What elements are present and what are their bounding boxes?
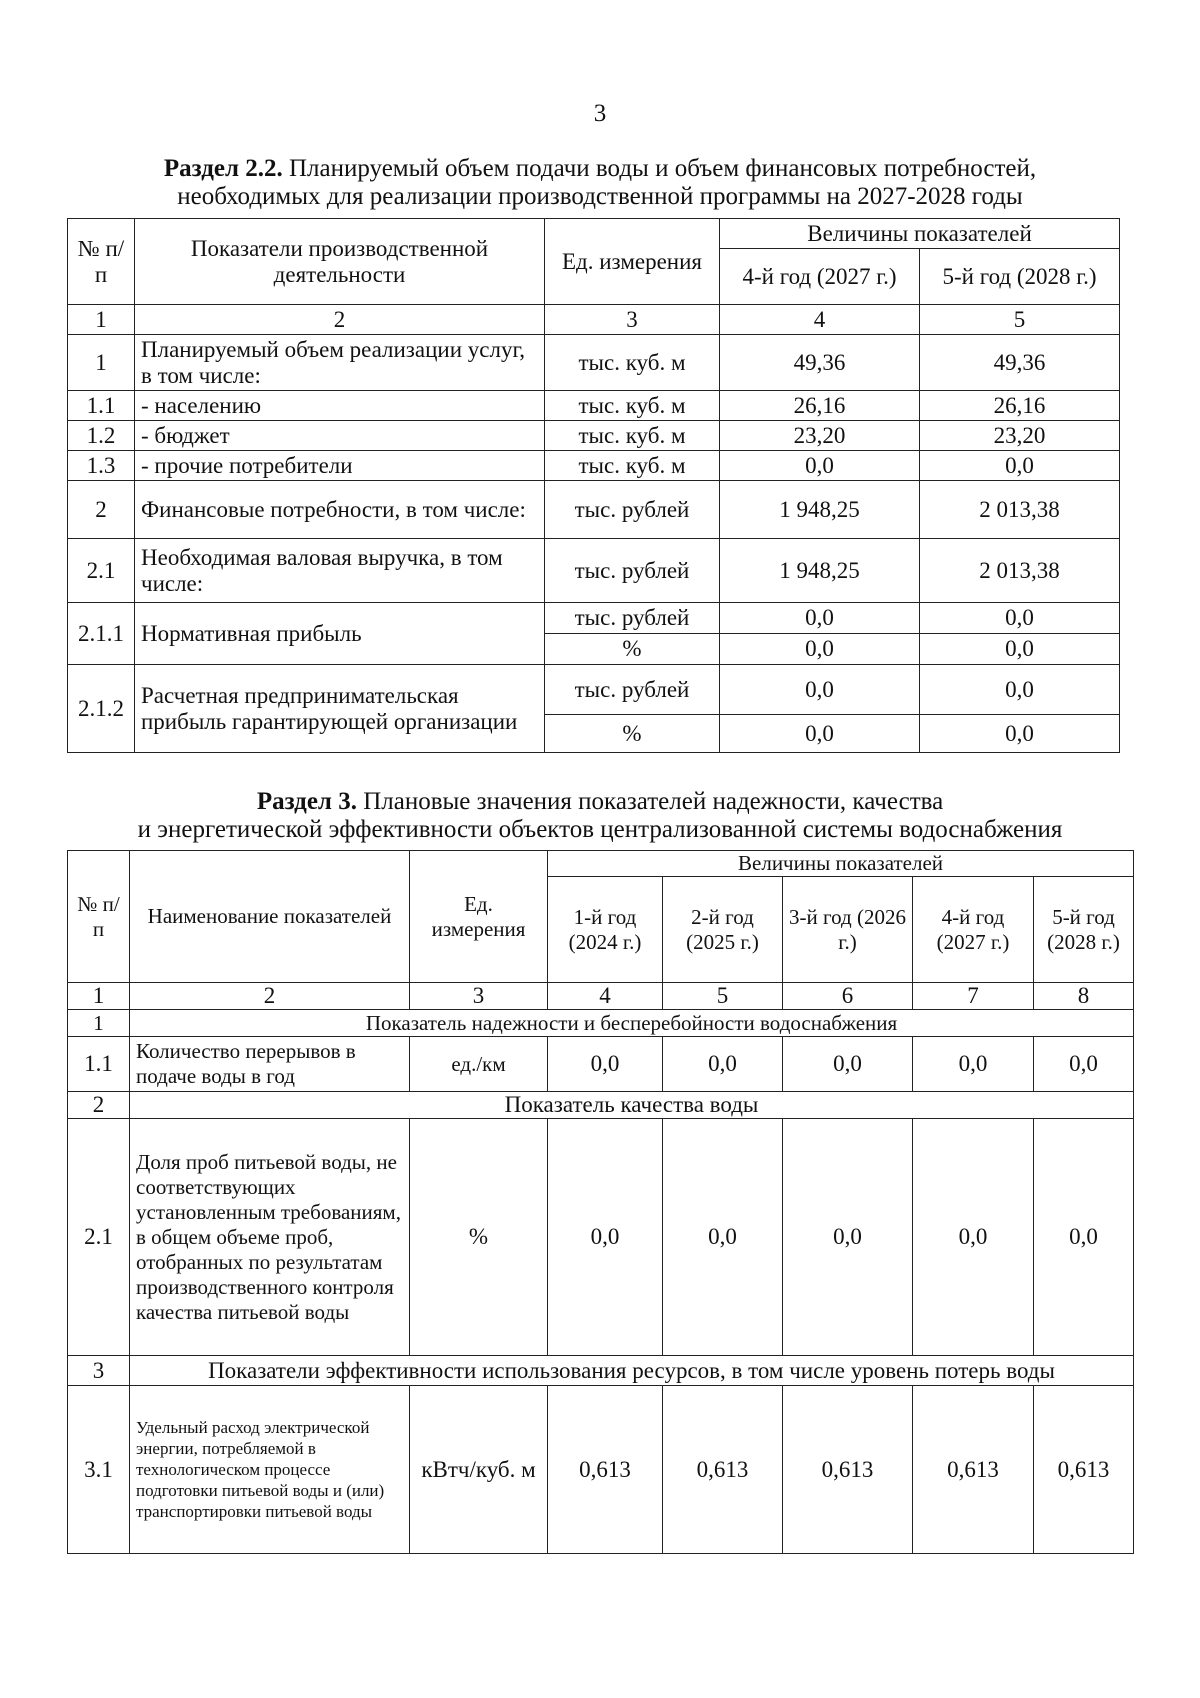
col-number: 6: [783, 983, 913, 1010]
table-row: [68, 451, 1120, 481]
col-number: 5: [663, 983, 783, 1010]
row-value-year5: 0,0: [920, 603, 1120, 634]
header-year5: 5-й год (2028 г.): [1034, 877, 1134, 983]
row-name: Нормативная прибыль: [135, 603, 545, 665]
section-3-title-line2: и энергетической эффективности объектов централизованной системы водоснабжения: [137, 816, 1063, 843]
table-row: [68, 1119, 1134, 1356]
row-name: Необходимая валовая выручка, в том числе:: [135, 539, 545, 603]
col-number: 2: [135, 305, 545, 335]
col-number: 3: [545, 305, 720, 335]
section-2-2-label: Раздел 2.2.: [163, 155, 283, 182]
row-unit: %: [545, 715, 720, 753]
section-3-title: [0, 788, 1200, 844]
row-value-year5: 2 013,38: [920, 481, 1120, 539]
row-value: 0,0: [663, 1119, 783, 1356]
table-row: [68, 1386, 1134, 1554]
col-number: 4: [720, 305, 920, 335]
header-values: Величины показателей: [720, 219, 1120, 249]
row-name: Расчетная предпринимательская прибыль гарантирующей организации: [135, 665, 545, 753]
table-row: [68, 539, 1120, 603]
row-value-year4: 26,16: [720, 391, 920, 421]
row-value-year5: 23,20: [920, 421, 1120, 451]
row-num: 2.1: [68, 1119, 130, 1356]
header-year4: 4-й год (2027 г.): [720, 249, 920, 305]
row-unit: тыс. куб. м: [545, 335, 720, 391]
header-indicator: Показатели производственной деятельности: [135, 219, 545, 305]
group-row: [68, 1010, 1134, 1037]
header-year3: 3-й год (2026 г.): [783, 877, 913, 983]
row-num: 1.1: [68, 1037, 130, 1092]
header-year1: 1-й год (2024 г.): [548, 877, 663, 983]
group-title: Показатель надежности и бесперебойности водоснабжения: [130, 1010, 1134, 1037]
table-row: [68, 665, 1120, 715]
row-num: 1.1: [68, 391, 135, 421]
row-value: 0,0: [913, 1037, 1034, 1092]
row-num: 1: [68, 335, 135, 391]
table-row: [68, 391, 1120, 421]
col-number: 4: [548, 983, 663, 1010]
row-name: Удельный расход электрической энергии, потребляемой в технологическом процессе подготовки питьевой воды и (или) транспортировки питьевой воды: [130, 1386, 410, 1554]
row-num: 2: [68, 481, 135, 539]
row-value-year4: 1 948,25: [720, 481, 920, 539]
row-name: Доля проб питьевой воды, не соответствующих установленным требованиям, в общем объеме проб, отобранных по результатам производственного контроля качества питьевой воды: [130, 1119, 410, 1356]
page-number: 3: [593, 100, 607, 127]
row-unit: тыс. рублей: [545, 665, 720, 715]
group-num: 1: [68, 1010, 130, 1037]
row-value-year4: 49,36: [720, 335, 920, 391]
row-value-year5: 0,0: [920, 451, 1120, 481]
row-unit: %: [410, 1119, 548, 1356]
row-value-year5: 2 013,38: [920, 539, 1120, 603]
col-number: 5: [920, 305, 1120, 335]
reliability-indicators-table: [67, 850, 1134, 1554]
row-value-year5: 0,0: [920, 665, 1120, 715]
row-num: 1.2: [68, 421, 135, 451]
row-value-year5: 0,0: [920, 715, 1120, 753]
col-number: 3: [410, 983, 548, 1010]
header-name: Наименование показателей: [130, 851, 410, 983]
row-value: 0,0: [663, 1037, 783, 1092]
row-value-year4: 0,0: [720, 451, 920, 481]
group-title: Показатели эффективности использования ресурсов, в том числе уровень потерь воды: [130, 1356, 1134, 1386]
row-value: 0,613: [913, 1386, 1034, 1554]
production-program-table: [67, 218, 1120, 753]
row-value-year4: 0,0: [720, 715, 920, 753]
row-value: 0,613: [1034, 1386, 1134, 1554]
row-num: 1.3: [68, 451, 135, 481]
row-num: 2.1: [68, 539, 135, 603]
header-year2: 2-й год (2025 г.): [663, 877, 783, 983]
row-name: Финансовые потребности, в том числе:: [135, 481, 545, 539]
col-number: 7: [913, 983, 1034, 1010]
row-value: 0,613: [783, 1386, 913, 1554]
group-num: 3: [68, 1356, 130, 1386]
header-year5: 5-й год (2028 г.): [920, 249, 1120, 305]
row-unit: ед./км: [410, 1037, 548, 1092]
table-row: [68, 603, 1120, 634]
row-name: Планируемый объем реализации услуг, в том числе:: [135, 335, 545, 391]
row-value: 0,0: [913, 1119, 1034, 1356]
section-2-2-title: [0, 155, 1200, 211]
row-value: 0,0: [1034, 1119, 1134, 1356]
row-value-year4: 0,0: [720, 665, 920, 715]
group-row: [68, 1092, 1134, 1119]
row-unit: тыс. рублей: [545, 539, 720, 603]
row-value: 0,0: [1034, 1037, 1134, 1092]
row-unit: тыс. куб. м: [545, 421, 720, 451]
col-number: 1: [68, 983, 130, 1010]
row-unit: тыс. рублей: [545, 603, 720, 634]
header-num: № п/п: [68, 851, 130, 983]
row-unit: %: [545, 634, 720, 665]
row-value: 0,613: [663, 1386, 783, 1554]
row-value: 0,613: [548, 1386, 663, 1554]
section-2-2-title-line1: Планируемый объем подачи воды и объем финансовых потребностей,: [288, 155, 1037, 182]
row-value-year5: 0,0: [920, 634, 1120, 665]
header-unit: Ед. измерения: [410, 851, 548, 983]
row-value: 0,0: [783, 1119, 913, 1356]
row-name: - бюджет: [135, 421, 545, 451]
section-3-label: Раздел 3.: [256, 788, 357, 815]
col-number: 2: [130, 983, 410, 1010]
header-unit: Ед. измерения: [545, 219, 720, 305]
row-unit: тыс. куб. м: [545, 451, 720, 481]
row-name: - прочие потребители: [135, 451, 545, 481]
table-row: [68, 481, 1120, 539]
row-value-year4: 0,0: [720, 603, 920, 634]
row-name: Количество перерывов в подаче воды в год: [130, 1037, 410, 1092]
row-value-year5: 26,16: [920, 391, 1120, 421]
row-value: 0,0: [783, 1037, 913, 1092]
row-value-year5: 49,36: [920, 335, 1120, 391]
row-num: 2.1.1: [68, 603, 135, 665]
row-num: 3.1: [68, 1386, 130, 1554]
row-value: 0,0: [548, 1119, 663, 1356]
section-2-2-title-line2: необходимых для реализации производственной программы на 2027-2028 годы: [177, 183, 1023, 210]
col-number: 1: [68, 305, 135, 335]
table-row: [68, 421, 1120, 451]
table-row: [68, 1037, 1134, 1092]
header-year4: 4-й год (2027 г.): [913, 877, 1034, 983]
table-row: [68, 335, 1120, 391]
group-row: [68, 1356, 1134, 1386]
row-value: 0,0: [548, 1037, 663, 1092]
row-unit: тыс. рублей: [545, 481, 720, 539]
header-num: № п/п: [68, 219, 135, 305]
header-values: Величины показателей: [548, 851, 1134, 877]
section-3-title-line1: Плановые значения показателей надежности, качества: [363, 788, 944, 815]
row-name: - населению: [135, 391, 545, 421]
group-num: 2: [68, 1092, 130, 1119]
col-number: 8: [1034, 983, 1134, 1010]
row-unit: кВтч/куб. м: [410, 1386, 548, 1554]
row-num: 2.1.2: [68, 665, 135, 753]
row-value-year4: 23,20: [720, 421, 920, 451]
group-title: Показатель качества воды: [130, 1092, 1134, 1119]
row-unit: тыс. куб. м: [545, 391, 720, 421]
row-value-year4: 1 948,25: [720, 539, 920, 603]
row-value-year4: 0,0: [720, 634, 920, 665]
